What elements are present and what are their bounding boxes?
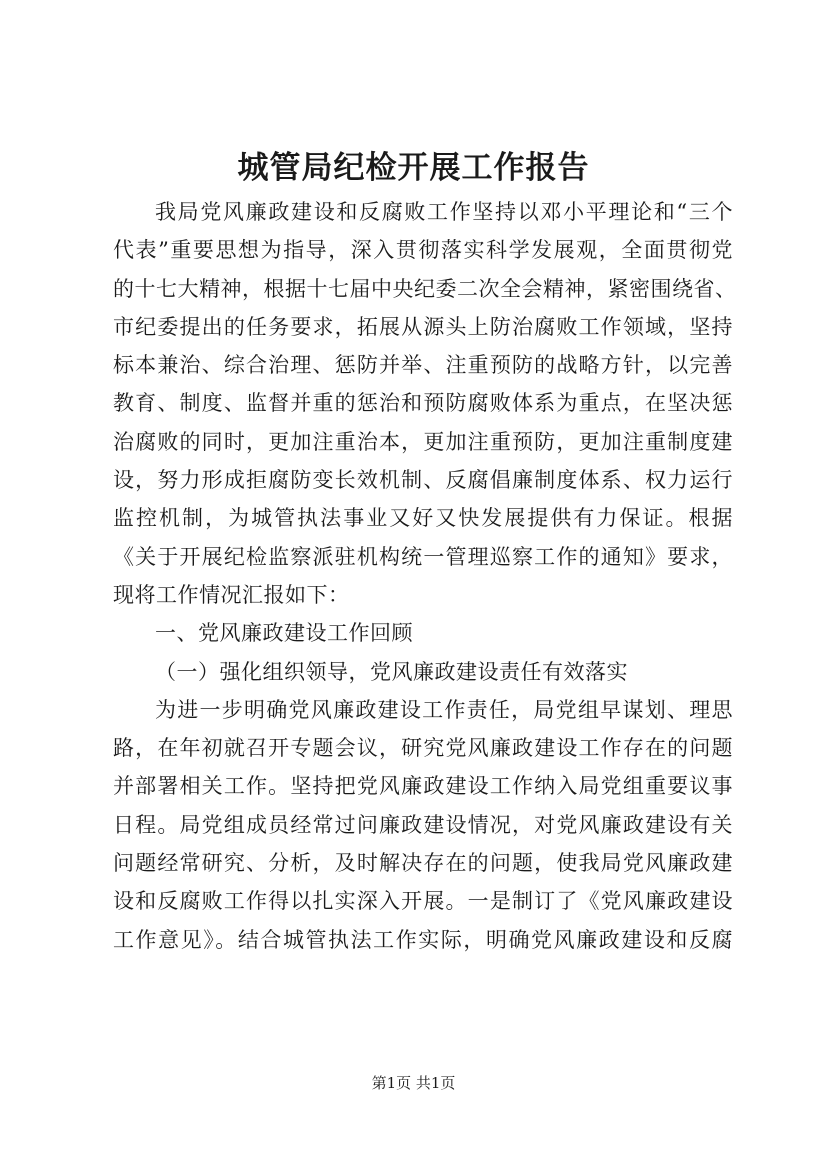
section-heading: 一、党风廉政建设工作回顾 xyxy=(155,621,413,646)
paragraph-line: 路，在年初就召开专题会议，研究党风廉政建设工作存在的问题 xyxy=(113,736,733,761)
paragraph-line: 问题经常研究、分析，及时解决存在的问题，使我局党风廉政建 xyxy=(113,851,733,876)
paragraph-line: 现将工作情况汇报如下： xyxy=(113,582,350,607)
paragraph-line: 市纪委提出的任务要求，拓展从源头上防治腐败工作领域，坚持 xyxy=(113,314,733,339)
paragraph-line: 标本兼治、综合治理、惩防并举、注重预防的战略方针，以完善 xyxy=(113,353,733,378)
paragraph-line: 的十七大精神，根据十七届中央纪委二次全会精神，紧密围绕省、 xyxy=(113,276,737,301)
paragraph-line: 代表”重要思想为指导，深入贯彻落实科学发展观，全面贯彻党 xyxy=(113,238,733,263)
paragraph-line: 设和反腐败工作得以扎实深入开展。一是制订了《党风廉政建设 xyxy=(113,889,733,914)
paragraph-line: 并部署相关工作。坚持把党风廉政建设工作纳入局党组重要议事 xyxy=(113,774,733,799)
paragraph-line: 监控机制，为城管执法事业又好又快发展提供有力保证。根据 xyxy=(113,506,733,531)
paragraph-line: 为进一步明确党风廉政建设工作责任，局党组早谋划、理思 xyxy=(155,697,733,722)
paragraph-line: 《关于开展纪检监察派驻机构统一管理巡察工作的通知》要求， xyxy=(113,544,733,569)
paragraph-line: 设，努力形成拒腐防变长效机制、反腐倡廉制度体系、权力运行 xyxy=(113,468,733,493)
subsection-heading: （一）强化组织领导，党风廉政建设责任有效落实 xyxy=(155,659,628,684)
document-title: 城管局纪检开展工作报告 xyxy=(237,150,590,186)
paragraph-line: 我局党风廉政建设和反腐败工作坚持以邓小平理论和“三个 xyxy=(155,200,733,224)
paragraph-line: 治腐败的同时，更加注重治本，更加注重预防，更加注重制度建 xyxy=(113,429,733,454)
paragraph-line: 工作意见》。结合城管执法工作实际，明确党风廉政建设和反腐 xyxy=(113,927,733,952)
paragraph-line: 日程。局党组成员经常过问廉政建设情况，对党风廉政建设有关 xyxy=(113,812,733,837)
page-number-footer: 第1页 共1页 xyxy=(371,1074,456,1092)
paragraph-line: 教育、制度、监督并重的惩治和预防腐败体系为重点，在坚决惩 xyxy=(113,391,733,416)
document-body xyxy=(113,193,737,959)
